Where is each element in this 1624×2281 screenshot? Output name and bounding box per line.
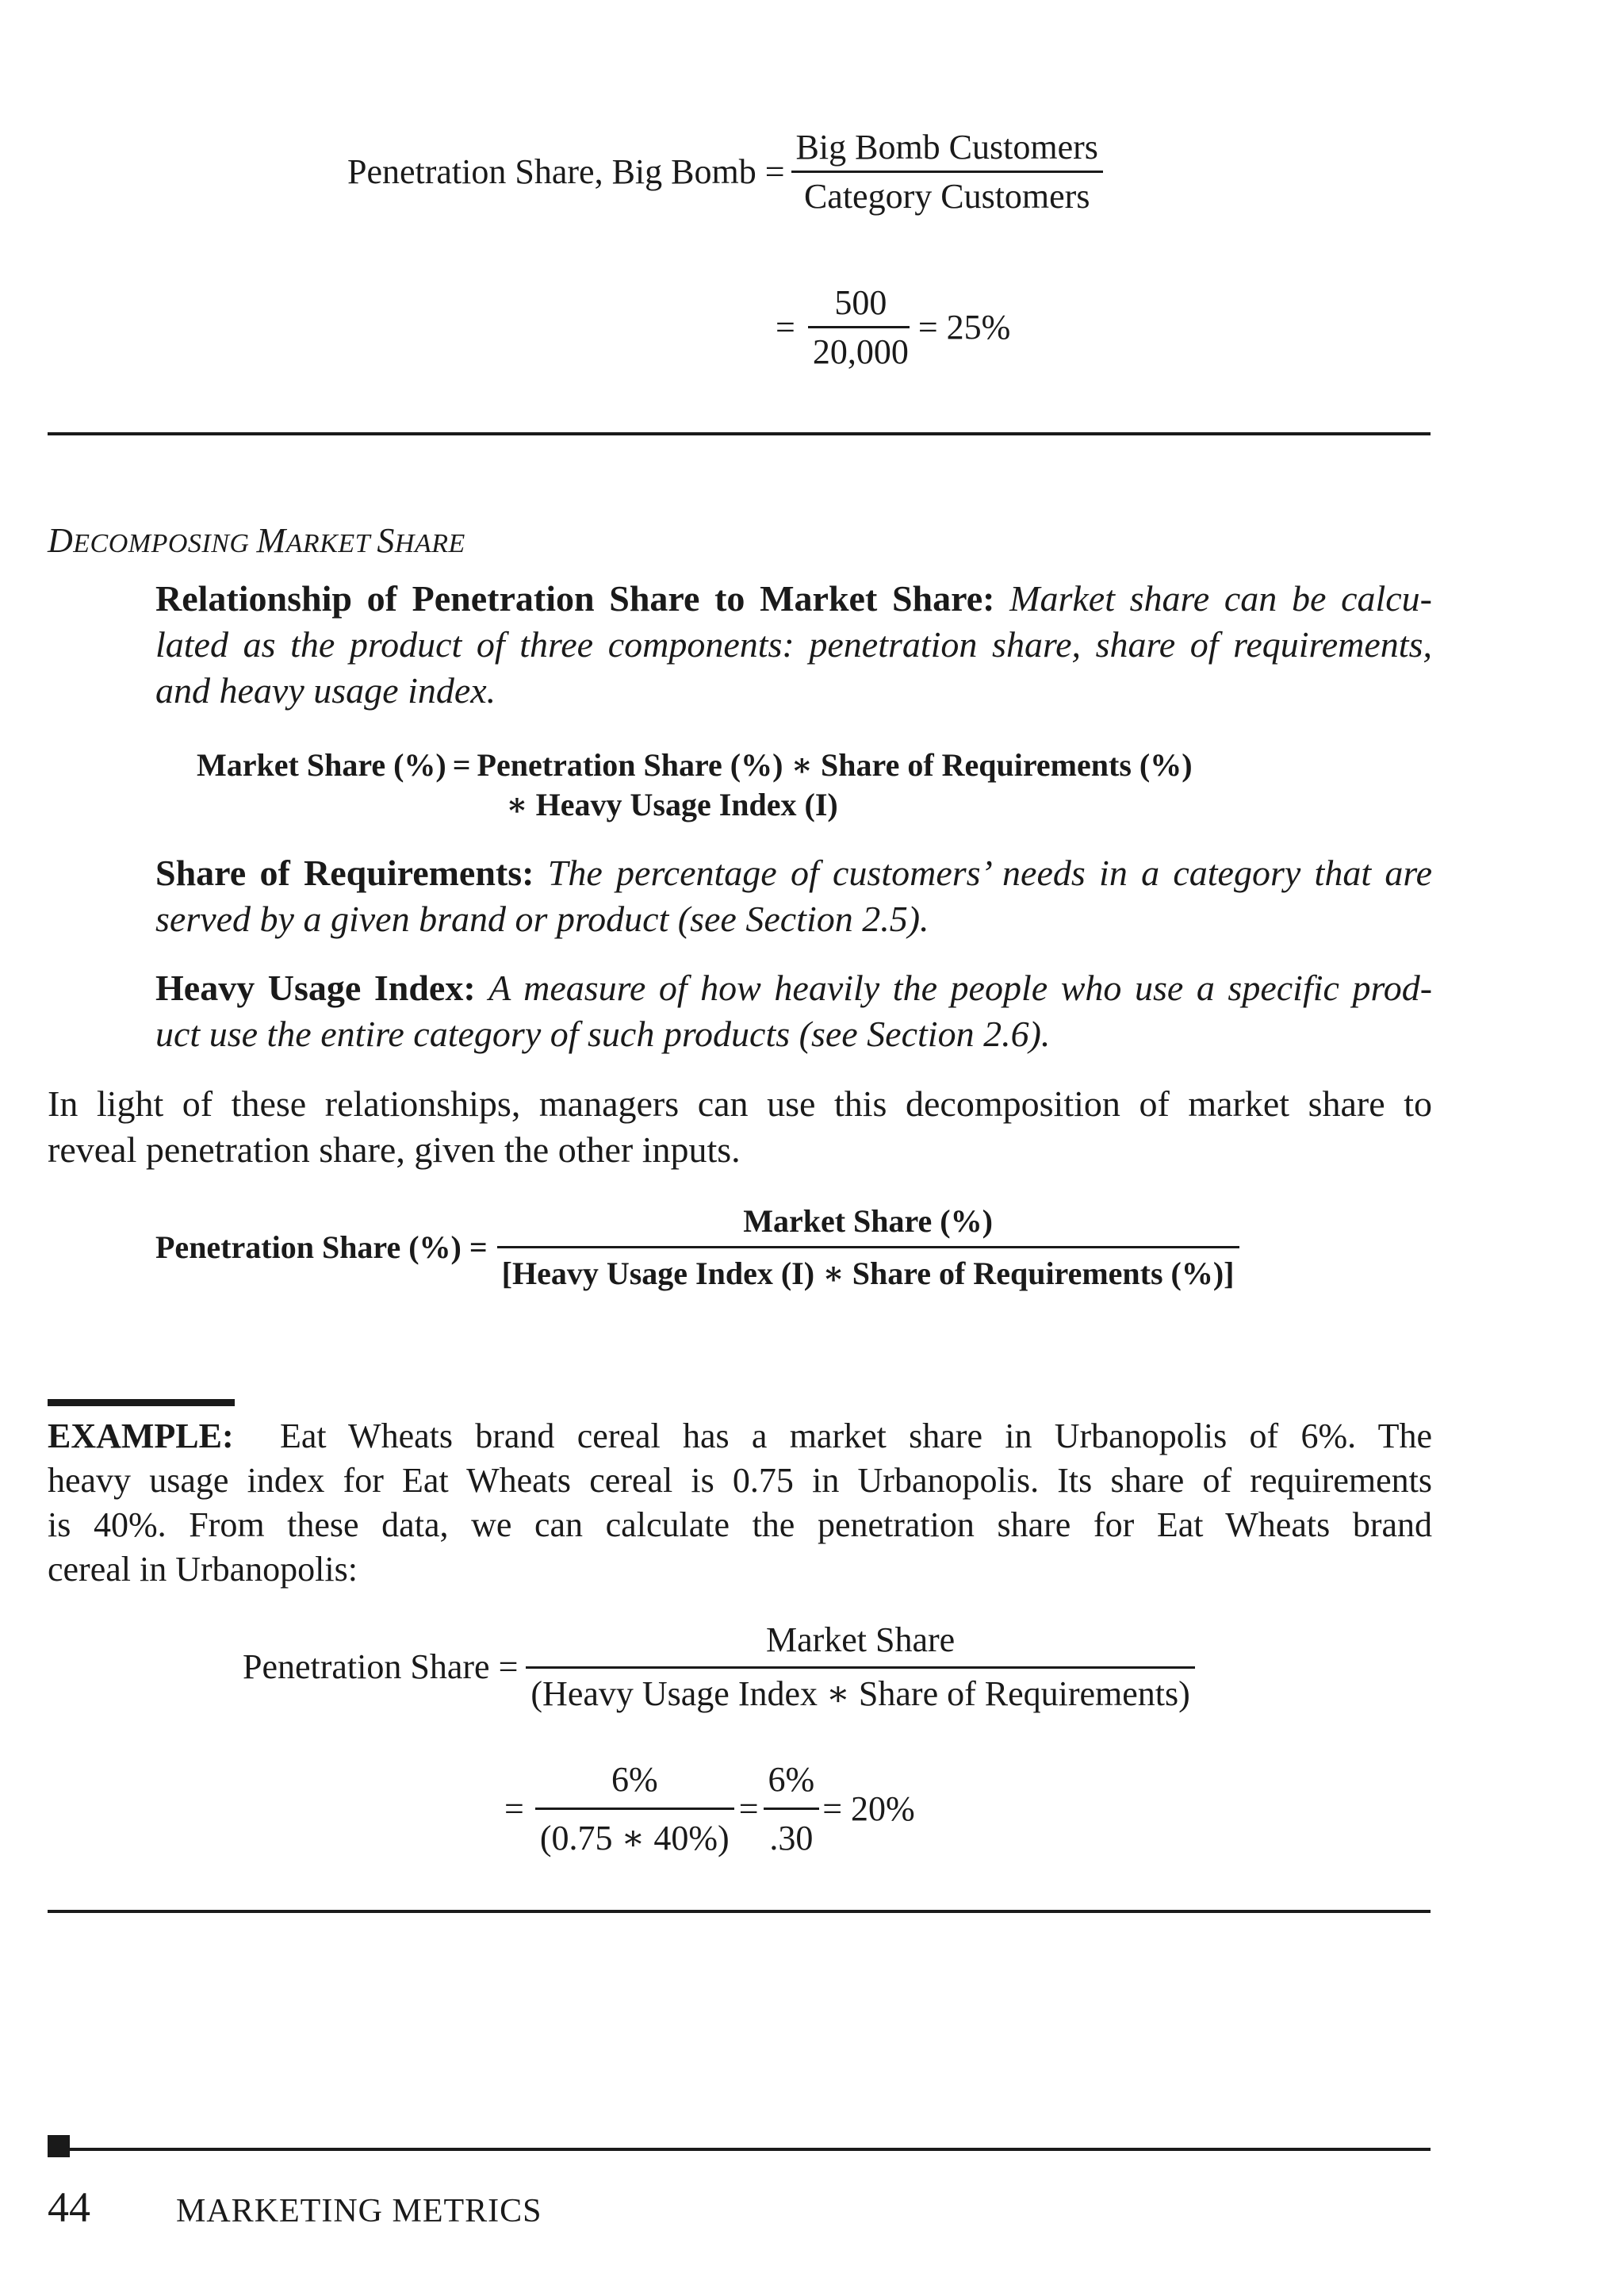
equals-sign: = [776, 308, 795, 347]
footer-rule [48, 2148, 1431, 2151]
formula-result: = 20% [822, 1789, 915, 1828]
example-line [48, 1414, 1432, 1459]
definition-relationship [155, 576, 1432, 714]
formula-line: Market Share (%) = Penetration Share (%) ∗ Share of Requirements (%) [197, 747, 1193, 783]
definition-term: Heavy Usage Index: [155, 968, 476, 1008]
definition-text: lated as the product of three components: penetration share, share of requirements, [155, 624, 1432, 665]
fraction-numerator: Market Share [765, 1620, 956, 1659]
equals-sign: = [738, 1789, 759, 1828]
section-heading [48, 520, 465, 561]
fraction-numerator: 6% [611, 1760, 658, 1799]
fraction-numerator: 6% [768, 1760, 815, 1799]
fraction-denominator: (0.75 ∗ 40%) [539, 1819, 730, 1857]
fraction [808, 282, 914, 372]
formula-lhs: Penetration Share = [243, 1647, 519, 1686]
fraction-denominator: .30 [769, 1819, 814, 1857]
definition-term: Relationship of Penetration Share to Market Share: [155, 578, 995, 619]
fraction [791, 127, 1103, 217]
fraction [535, 1759, 734, 1858]
definition-text: Market share can be calcu- [1009, 578, 1432, 619]
formula-penetration-share-example [243, 1620, 1195, 1714]
definition-heavy-usage-index [155, 965, 1432, 1057]
formula-lhs: Penetration Share, Big Bomb = [347, 152, 785, 191]
formula-result: = 25% [917, 308, 1011, 347]
fraction-denominator: 20,000 [812, 332, 909, 371]
heading-cap: M [256, 521, 286, 560]
heading-smallcaps: ARKET [285, 529, 377, 558]
page-number: 44 [48, 2183, 90, 2231]
fraction-numerator: Market Share (%) [743, 1203, 993, 1239]
formula-lhs: Penetration Share (%) = [155, 1229, 488, 1265]
heading-cap: S [377, 521, 395, 560]
fraction-numerator: 500 [834, 283, 887, 322]
section-divider [48, 1910, 1431, 1913]
running-head: MARKETING METRICS [176, 2193, 542, 2229]
heading-smallcaps: ECOMPOSING [73, 529, 257, 558]
formula-penetration-share-example-values [504, 1759, 915, 1858]
example-text: Eat Wheats brand cereal has a market share in Urbanopolis of 6%. The [279, 1417, 1433, 1455]
paragraph-line: In light of these relationships, managers can use this decomposition of market share to [48, 1083, 1432, 1124]
formula-penetration-share-big-bomb [347, 127, 1103, 217]
fraction [764, 1759, 820, 1858]
fraction [497, 1202, 1239, 1292]
definition-text: served by a given brand or product (see Section 2.5). [155, 899, 929, 939]
example-marker-bar [48, 1399, 235, 1406]
example-line: cereal in Urbanopolis: [48, 1550, 358, 1589]
fraction [526, 1620, 1194, 1714]
equals-sign: = [504, 1789, 524, 1828]
definition-text: uct use the entire category of such products (see Section 2.6). [155, 1014, 1051, 1054]
definition-term: Share of Requirements: [155, 853, 534, 893]
fraction-denominator: (Heavy Usage Index ∗ Share of Requirements) [530, 1674, 1190, 1713]
fraction-denominator: Category Customers [803, 177, 1090, 216]
definition-text: A measure of how heavily the people who use a specific prod- [488, 968, 1433, 1008]
definition-share-of-requirements [155, 850, 1432, 942]
fraction-numerator: Big Bomb Customers [795, 128, 1098, 167]
formula-line: ∗ Heavy Usage Index (I) [506, 787, 838, 822]
definition-text: The percentage of customers’ needs in a category that are [547, 853, 1433, 893]
formula-penetration-share-big-bomb-values [776, 282, 1010, 372]
formula-market-share-decomposition [197, 746, 1193, 825]
footer-marker-square [48, 2135, 70, 2157]
formula-penetration-share-percent [155, 1202, 1239, 1292]
heading-cap: D [48, 521, 74, 560]
example-label: EXAMPLE: [48, 1417, 234, 1455]
example-line: heavy usage index for Eat Wheats cereal is 0.75 in Urbanopolis. Its share of requirements [48, 1461, 1432, 1500]
heading-smallcaps: HARE [394, 529, 465, 558]
fraction-denominator: [Heavy Usage Index (I) ∗ Share of Requirements (%)] [501, 1256, 1235, 1291]
example-line: is 40%. From these data, we can calculate the penetration share for Eat Wheats brand [48, 1505, 1432, 1544]
paragraph-line: reveal penetration share, given the other inputs. [48, 1129, 741, 1170]
body-paragraph [48, 1081, 1432, 1173]
section-divider [48, 432, 1431, 435]
example-block [48, 1414, 1432, 1592]
definition-text: and heavy usage index. [155, 670, 496, 711]
